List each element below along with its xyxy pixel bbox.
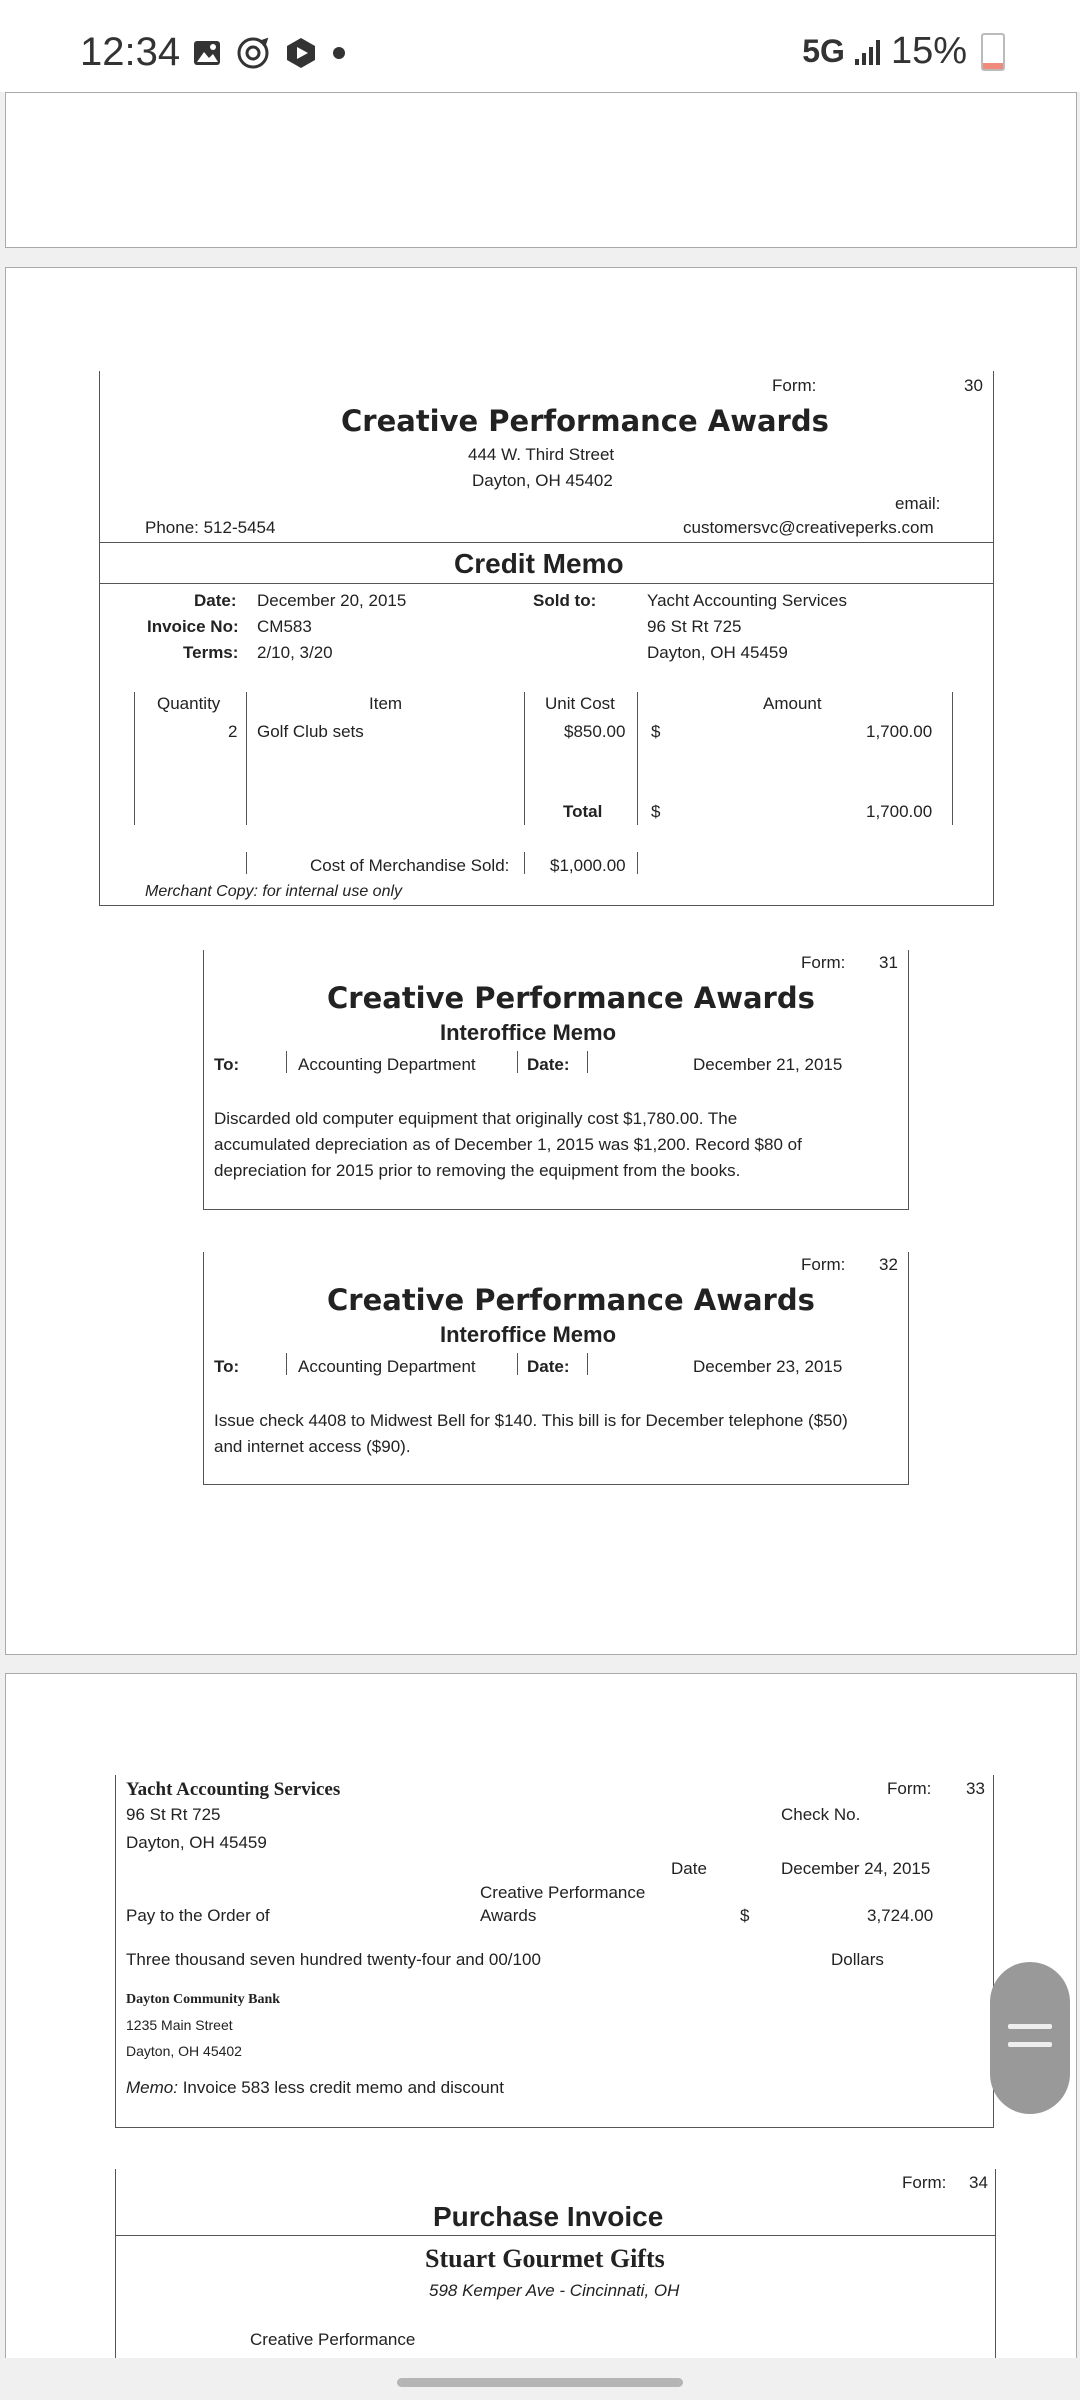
row-item: Golf Club sets bbox=[257, 722, 364, 741]
network-label: 5G bbox=[802, 33, 845, 69]
to-value: Accounting Department bbox=[298, 1357, 476, 1376]
status-right bbox=[802, 30, 1005, 73]
payee-line: Creative Performance bbox=[480, 1883, 646, 1902]
total-label: Total bbox=[563, 802, 603, 821]
bank-name: Dayton Community Bank bbox=[126, 1992, 281, 2007]
memo-body-line: accumulated depreciation as of December 1, 2015 was $1,200. Record $80 of bbox=[214, 1135, 802, 1154]
bank-address-2: Dayton, OH 45402 bbox=[126, 2043, 242, 2059]
terms-value: 2/10, 3/20 bbox=[257, 643, 333, 662]
gallery-icon bbox=[192, 38, 222, 68]
total-currency: $ bbox=[651, 802, 661, 821]
to-label: To: bbox=[214, 1357, 240, 1376]
signal-icon bbox=[853, 37, 883, 67]
invoice-title: Purchase Invoice bbox=[433, 2201, 664, 2232]
column-header: Amount bbox=[763, 694, 822, 713]
form-label: Form: bbox=[902, 2173, 947, 2192]
sold-to-line: 96 St Rt 725 bbox=[647, 617, 742, 636]
check-no-label: Check No. bbox=[781, 1805, 861, 1824]
amount-currency: $ bbox=[740, 1906, 750, 1925]
to-label: To: bbox=[214, 1055, 240, 1074]
vendor-name: Stuart Gourmet Gifts bbox=[425, 2244, 665, 2273]
cogs-value: $1,000.00 bbox=[550, 856, 626, 875]
payee-line: Awards bbox=[480, 1906, 537, 1925]
check-memo bbox=[126, 2078, 504, 2098]
memo-body-line: Issue check 4408 to Midwest Bell for $140. This bill is for December telephone ($50) bbox=[214, 1411, 848, 1430]
home-gesture-handle[interactable] bbox=[397, 2378, 683, 2387]
battery-icon bbox=[981, 33, 1005, 71]
memo-body-line: and internet access ($90). bbox=[214, 1437, 411, 1456]
internal-use-note: Merchant Copy: for internal use only bbox=[145, 883, 403, 900]
pay-to-label: Pay to the Order of bbox=[126, 1906, 270, 1925]
status-time: 12:34 bbox=[80, 30, 181, 74]
form-number: 31 bbox=[879, 953, 898, 972]
amount-value: 3,724.00 bbox=[867, 1906, 934, 1925]
row-unit-cost: $850.00 bbox=[564, 722, 626, 741]
form-label: Form: bbox=[801, 953, 846, 972]
document-page-1 bbox=[5, 92, 1077, 248]
notification-icons bbox=[192, 36, 346, 70]
form-label: Form: bbox=[772, 376, 817, 395]
sold-to-label: Sold to: bbox=[533, 591, 597, 610]
form-number: 32 bbox=[879, 1255, 898, 1274]
company-address-1: 444 W. Third Street bbox=[468, 445, 615, 464]
memo-body-line: depreciation for 2015 prior to removing the equipment from the books. bbox=[214, 1161, 741, 1180]
company-name: Creative Performance Awards bbox=[341, 404, 829, 438]
sold-to-line: Dayton, OH 45459 bbox=[647, 643, 788, 662]
form-number: 34 bbox=[969, 2173, 988, 2192]
memo-label: Memo: bbox=[126, 2078, 178, 2097]
company-address-2: Dayton, OH 45402 bbox=[472, 471, 613, 490]
document-page-2 bbox=[5, 267, 1077, 1655]
row-quantity: 2 bbox=[228, 722, 238, 741]
dot-icon bbox=[332, 46, 346, 60]
row-currency: $ bbox=[651, 722, 661, 741]
terms-label: Terms: bbox=[183, 643, 239, 662]
company-name: Yacht Accounting Services bbox=[126, 1779, 341, 1800]
company-name: Creative Performance Awards bbox=[327, 1283, 815, 1317]
total-amount: 1,700.00 bbox=[866, 802, 933, 821]
invoice-label: Invoice No: bbox=[147, 617, 239, 636]
form-number: 30 bbox=[964, 376, 983, 395]
to-value: Accounting Department bbox=[298, 1055, 476, 1074]
phone: Phone: 512-5454 bbox=[145, 518, 276, 537]
cogs-label: Cost of Merchandise Sold: bbox=[310, 856, 510, 875]
media-icon bbox=[284, 36, 318, 70]
bank-address-1: 1235 Main Street bbox=[126, 2017, 233, 2033]
bill-to: Creative Performance bbox=[250, 2330, 416, 2349]
sold-to-line: Yacht Accounting Services bbox=[647, 591, 848, 610]
date-value: December 20, 2015 bbox=[257, 591, 407, 610]
company-name: Creative Performance Awards bbox=[327, 981, 815, 1015]
column-header: Quantity bbox=[157, 694, 221, 713]
memo-subtitle: Interoffice Memo bbox=[440, 1020, 617, 1045]
form-label: Form: bbox=[887, 1779, 932, 1798]
dollars-label: Dollars bbox=[831, 1950, 884, 1969]
date-label: Date: bbox=[527, 1357, 570, 1376]
vendor-address: 598 Kemper Ave - Cincinnati, OH bbox=[429, 2281, 680, 2300]
memo-body-line: Discarded old computer equipment that originally cost $1,780.00. The bbox=[214, 1109, 738, 1128]
battery-percent: 15% bbox=[890, 30, 967, 72]
row-amount: 1,700.00 bbox=[866, 722, 933, 741]
column-header: Unit Cost bbox=[545, 694, 615, 713]
invoice-value: CM583 bbox=[257, 617, 312, 636]
status-bar bbox=[0, 0, 1080, 92]
email-label: email: bbox=[895, 494, 941, 513]
amount-words: Three thousand seven hundred twenty-four and 00/100 bbox=[126, 1950, 541, 1969]
memo-value: Invoice 583 less credit memo and discount bbox=[182, 2078, 504, 2097]
form-number: 33 bbox=[966, 1779, 985, 1798]
date-label: Date: bbox=[527, 1055, 570, 1074]
scrollbar-thumb[interactable] bbox=[990, 1962, 1070, 2114]
date-value: December 23, 2015 bbox=[693, 1357, 843, 1376]
date-value: December 24, 2015 bbox=[781, 1859, 931, 1878]
date-value: December 21, 2015 bbox=[693, 1055, 843, 1074]
document-page-3 bbox=[5, 1673, 1077, 2375]
credit-memo-title: Credit Memo bbox=[454, 548, 624, 579]
form-label: Form: bbox=[801, 1255, 846, 1274]
date-label: Date bbox=[671, 1859, 707, 1878]
company-address-1: 96 St Rt 725 bbox=[126, 1805, 221, 1824]
email: customersvc@creativeperks.com bbox=[683, 518, 934, 537]
date-label: Date: bbox=[194, 591, 237, 610]
memo-subtitle: Interoffice Memo bbox=[440, 1322, 617, 1347]
sync-icon bbox=[236, 36, 270, 70]
column-header: Item bbox=[369, 694, 403, 713]
company-address-2: Dayton, OH 45459 bbox=[126, 1833, 267, 1852]
